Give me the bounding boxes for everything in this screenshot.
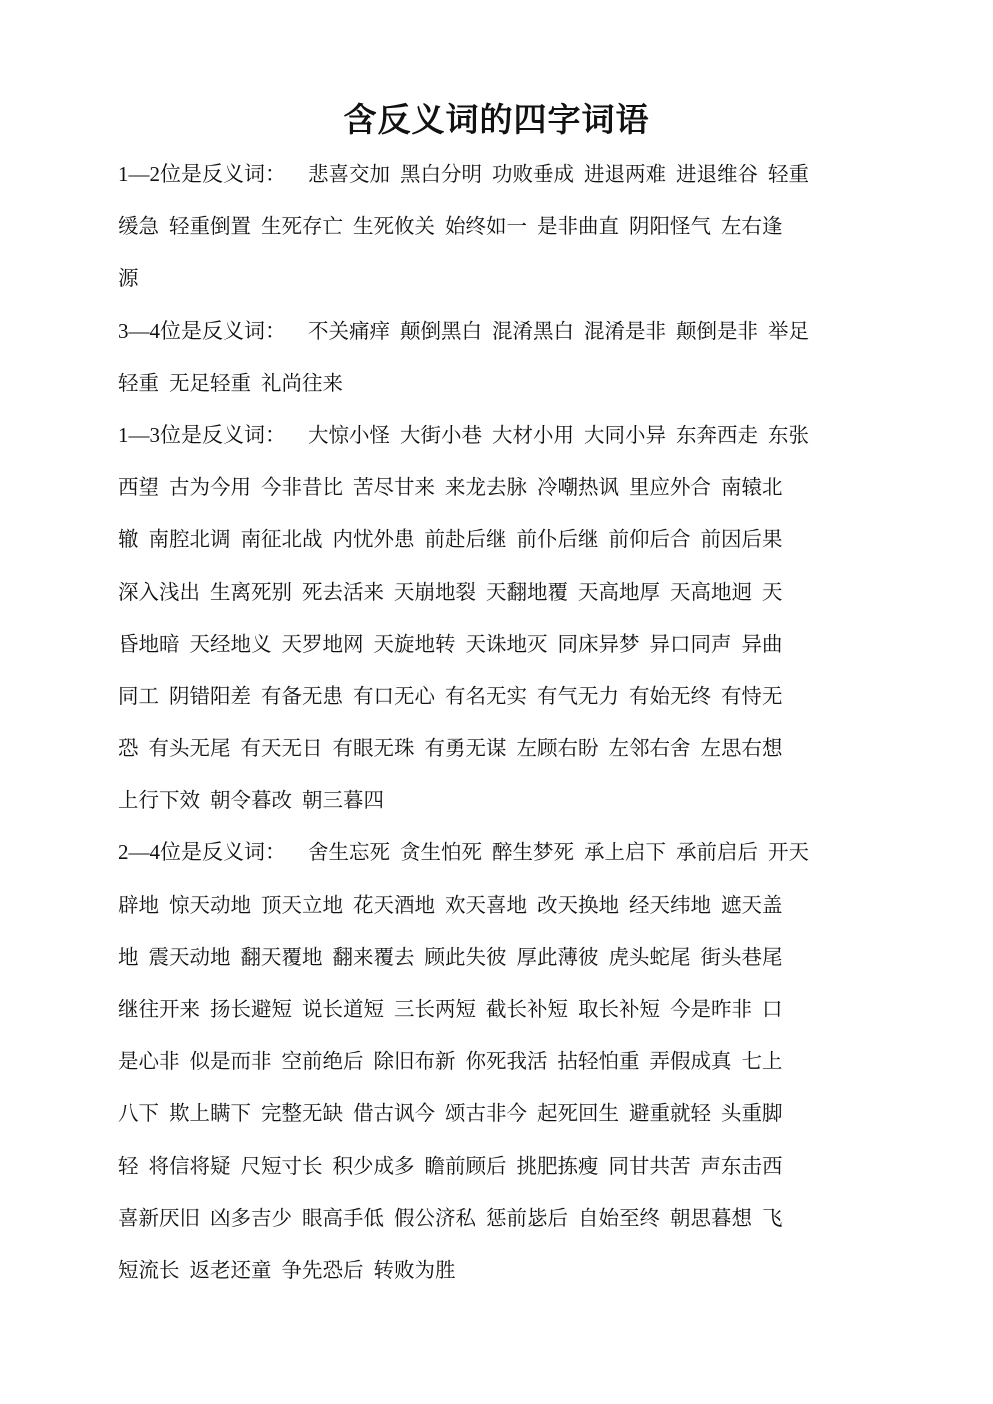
- idiom-word: 地: [118, 944, 139, 969]
- idiom-word: 经天纬地: [629, 892, 711, 917]
- idiom-word: 欢天喜地: [445, 892, 527, 917]
- idiom-word: 大惊小怪: [308, 422, 390, 447]
- idiom-word: 承上启下: [584, 840, 666, 865]
- idiom-word: 天高地厚: [578, 579, 660, 604]
- idiom-word: 街头巷尾: [700, 944, 783, 969]
- idiom-word: 异曲: [741, 631, 783, 656]
- idiom-word: 异口同声: [649, 631, 732, 656]
- idiom-word: 冷嘲热讽: [537, 475, 619, 500]
- section-label: 1—3位是反义词：: [118, 422, 286, 447]
- idiom-word: 有口无心: [353, 683, 435, 708]
- idiom-word: 头重脚: [721, 1101, 783, 1126]
- idiom-word: 眼高手低: [302, 1205, 384, 1230]
- idiom-word: 借古讽今: [353, 1101, 435, 1126]
- idiom-word: 除旧布新: [373, 1049, 456, 1074]
- idiom-word: 瞻前顾后: [424, 1153, 507, 1178]
- text-line: [118, 729, 898, 781]
- text-line: [118, 1094, 898, 1146]
- text-line: [118, 155, 898, 207]
- text-line: [118, 259, 898, 311]
- idiom-word: 今非昔比: [261, 475, 343, 500]
- idiom-word: 前因后果: [700, 527, 783, 552]
- idiom-word: 欺上瞒下: [169, 1101, 251, 1126]
- idiom-word: 来龙去脉: [445, 475, 527, 500]
- idiom-word: 始终如一: [445, 214, 527, 239]
- text-line: [118, 625, 898, 677]
- idiom-word: 朝三暮四: [302, 788, 384, 813]
- section-label: 2—4位是反义词：: [118, 840, 286, 865]
- idiom-word: 深入浅出: [118, 579, 200, 604]
- idiom-word: 遮天盖: [721, 892, 783, 917]
- idiom-word: 天崩地裂: [394, 579, 476, 604]
- idiom-word: 混淆是非: [584, 318, 666, 343]
- idiom-word: 积少成多: [332, 1153, 415, 1178]
- text-line: [118, 833, 898, 885]
- text-line: [118, 312, 898, 364]
- idiom-word: 有头无尾: [148, 736, 231, 761]
- idiom-word: 颂古非今: [445, 1101, 527, 1126]
- idiom-word: 黑白分明: [400, 162, 482, 186]
- idiom-word: 缓急: [118, 214, 159, 239]
- idiom-word: 拈轻怕重: [557, 1049, 640, 1074]
- idiom-word: 东奔西走: [676, 422, 758, 447]
- idiom-word: 苦尽甘来: [353, 475, 435, 500]
- idiom-word: 将信将疑: [148, 1153, 231, 1178]
- text-line: [118, 990, 898, 1042]
- idiom-word: 空前绝后: [281, 1049, 364, 1074]
- idiom-word: 混淆黑白: [492, 318, 574, 343]
- idiom-word: 天高地迥: [670, 579, 752, 604]
- idiom-word: 颠倒是非: [676, 318, 758, 343]
- idiom-word: 轻重倒置: [169, 214, 251, 239]
- idiom-word: 古为今用: [169, 475, 251, 500]
- idiom-word: 有恃无: [721, 683, 783, 708]
- idiom-word: 天翻地覆: [486, 579, 568, 604]
- idiom-word: 功败垂成: [492, 162, 574, 186]
- idiom-word: 声东击西: [700, 1153, 783, 1178]
- idiom-word: 西望: [118, 475, 159, 500]
- idiom-word: 礼尚往来: [261, 370, 343, 395]
- idiom-word: 左右逢: [721, 214, 783, 239]
- idiom-word: 左顾右盼: [516, 736, 599, 761]
- idiom-word: 南征北战: [240, 527, 323, 552]
- idiom-word: 轻: [118, 1153, 139, 1178]
- idiom-word: 内忧外患: [332, 527, 415, 552]
- idiom-word: 里应外合: [629, 475, 711, 500]
- idiom-word: 顾此失彼: [424, 944, 507, 969]
- idiom-word: 截长补短: [486, 997, 568, 1021]
- idiom-word: 东张: [768, 422, 809, 447]
- text-line: [118, 1147, 898, 1199]
- idiom-word: 继往开来: [118, 997, 200, 1021]
- idiom-word: 举足: [768, 318, 809, 343]
- idiom-word: 似是而非: [189, 1049, 272, 1074]
- idiom-word: 假公济私: [394, 1205, 476, 1230]
- idiom-word: 恐: [118, 736, 139, 761]
- text-line: [118, 364, 898, 416]
- idiom-word: 阴错阳差: [169, 683, 251, 708]
- idiom-word: 八下: [118, 1101, 159, 1126]
- idiom-word: 避重就轻: [629, 1101, 711, 1126]
- idiom-word: 生离死别: [210, 579, 292, 604]
- idiom-word: 轻重: [118, 370, 159, 395]
- idiom-word: 辟地: [118, 892, 159, 917]
- text-line: [118, 781, 898, 833]
- text-line: [118, 1199, 898, 1251]
- idiom-word: 悲喜交加: [308, 162, 390, 186]
- idiom-word: 是非曲直: [537, 214, 619, 239]
- idiom-word: 惩前毖后: [486, 1205, 568, 1230]
- idiom-word: 翻来覆去: [332, 944, 415, 969]
- idiom-word: 争先恐后: [281, 1257, 364, 1282]
- idiom-word: 有气无力: [537, 683, 619, 708]
- idiom-word: 转败为胜: [373, 1257, 456, 1282]
- idiom-word: 说长道短: [302, 997, 384, 1021]
- idiom-word: 同床异梦: [557, 631, 640, 656]
- idiom-word: 有始无终: [629, 683, 711, 708]
- text-line: [118, 1251, 898, 1303]
- document-body: [118, 155, 898, 1303]
- text-line: [118, 1042, 898, 1094]
- text-line: [118, 677, 898, 729]
- idiom-word: 天经地义: [189, 631, 272, 656]
- idiom-word: 自始至终: [578, 1205, 660, 1230]
- idiom-word: 前赴后继: [424, 527, 507, 552]
- idiom-word: 弄假成真: [649, 1049, 732, 1074]
- idiom-word: 左思右想: [700, 736, 783, 761]
- idiom-word: 源: [118, 266, 139, 291]
- idiom-word: 颠倒黑白: [400, 318, 482, 343]
- idiom-word: 改天换地: [537, 892, 619, 917]
- idiom-word: 醉生梦死: [492, 840, 574, 865]
- idiom-word: 辙: [118, 527, 139, 552]
- idiom-word: 南腔北调: [148, 527, 231, 552]
- page-title: 含反义词的四字词语: [343, 100, 650, 139]
- idiom-word: 短流长: [118, 1257, 180, 1282]
- idiom-word: 扬长避短: [210, 997, 292, 1021]
- idiom-word: 七上: [741, 1049, 783, 1074]
- idiom-word: 轻重: [768, 162, 809, 186]
- section-label: 1—2位是反义词：: [118, 162, 286, 186]
- idiom-word: 左邻右舍: [608, 736, 691, 761]
- idiom-word: 今是昨非: [670, 997, 752, 1021]
- idiom-word: 舍生忘死: [308, 840, 390, 865]
- idiom-word: 上行下效: [118, 788, 200, 813]
- idiom-word: 有眼无珠: [332, 736, 415, 761]
- idiom-word: 喜新厌旧: [118, 1205, 200, 1230]
- idiom-word: 进退维谷: [676, 162, 758, 186]
- text-line: [118, 207, 898, 259]
- idiom-word: 花天酒地: [353, 892, 435, 917]
- idiom-word: 顶天立地: [261, 892, 343, 917]
- idiom-word: 生死攸关: [353, 214, 435, 239]
- idiom-word: 大同小异: [584, 422, 666, 447]
- idiom-word: 生死存亡: [261, 214, 343, 239]
- text-line: [118, 886, 898, 938]
- idiom-word: 大街小巷: [400, 422, 482, 447]
- idiom-word: 震天动地: [148, 944, 231, 969]
- idiom-word: 同甘共苦: [608, 1153, 691, 1178]
- idiom-word: 虎头蛇尾: [608, 944, 691, 969]
- idiom-word: 口: [762, 997, 783, 1021]
- idiom-word: 阴阳怪气: [629, 214, 711, 239]
- idiom-word: 天罗地网: [281, 631, 364, 656]
- idiom-word: 挑肥拣瘦: [516, 1153, 599, 1178]
- idiom-word: 进退两难: [584, 162, 666, 186]
- idiom-word: 贪生怕死: [400, 840, 482, 865]
- text-line: [118, 938, 898, 990]
- idiom-word: 开天: [768, 840, 809, 865]
- idiom-word: 三长两短: [394, 997, 476, 1021]
- section-label: 3—4位是反义词：: [118, 318, 286, 343]
- idiom-word: 厚此薄彼: [516, 944, 599, 969]
- idiom-word: 有勇无谋: [424, 736, 507, 761]
- idiom-word: 死去活来: [302, 579, 384, 604]
- idiom-word: 有天无日: [240, 736, 323, 761]
- text-line: [118, 573, 898, 625]
- idiom-word: 取长补短: [578, 997, 660, 1021]
- idiom-word: 有名无实: [445, 683, 527, 708]
- idiom-word: 朝思暮想: [670, 1205, 752, 1230]
- idiom-word: 昏地暗: [118, 631, 180, 656]
- idiom-word: 你死我活: [465, 1049, 548, 1074]
- idiom-word: 天旋地转: [373, 631, 456, 656]
- idiom-word: 翻天覆地: [240, 944, 323, 969]
- text-line: [118, 520, 898, 572]
- idiom-word: 凶多吉少: [210, 1205, 292, 1230]
- idiom-word: 起死回生: [537, 1101, 619, 1126]
- idiom-word: 朝令暮改: [210, 788, 292, 813]
- idiom-word: 大材小用: [492, 422, 574, 447]
- idiom-word: 天诛地灭: [465, 631, 548, 656]
- idiom-word: 前仆后继: [516, 527, 599, 552]
- text-line: [118, 468, 898, 520]
- idiom-word: 前仰后合: [608, 527, 691, 552]
- idiom-word: 天: [762, 579, 783, 604]
- idiom-word: 同工: [118, 683, 159, 708]
- idiom-word: 返老还童: [189, 1257, 272, 1282]
- idiom-word: 惊天动地: [169, 892, 251, 917]
- idiom-word: 完整无缺: [261, 1101, 343, 1126]
- idiom-word: 是心非: [118, 1049, 180, 1074]
- idiom-word: 有备无患: [261, 683, 343, 708]
- idiom-word: 飞: [762, 1205, 783, 1230]
- idiom-word: 无足轻重: [169, 370, 251, 395]
- idiom-word: 承前启后: [676, 840, 758, 865]
- idiom-word: 南辕北: [721, 475, 783, 500]
- idiom-word: 尺短寸长: [240, 1153, 323, 1178]
- text-line: [118, 416, 898, 468]
- idiom-word: 不关痛痒: [308, 318, 390, 343]
